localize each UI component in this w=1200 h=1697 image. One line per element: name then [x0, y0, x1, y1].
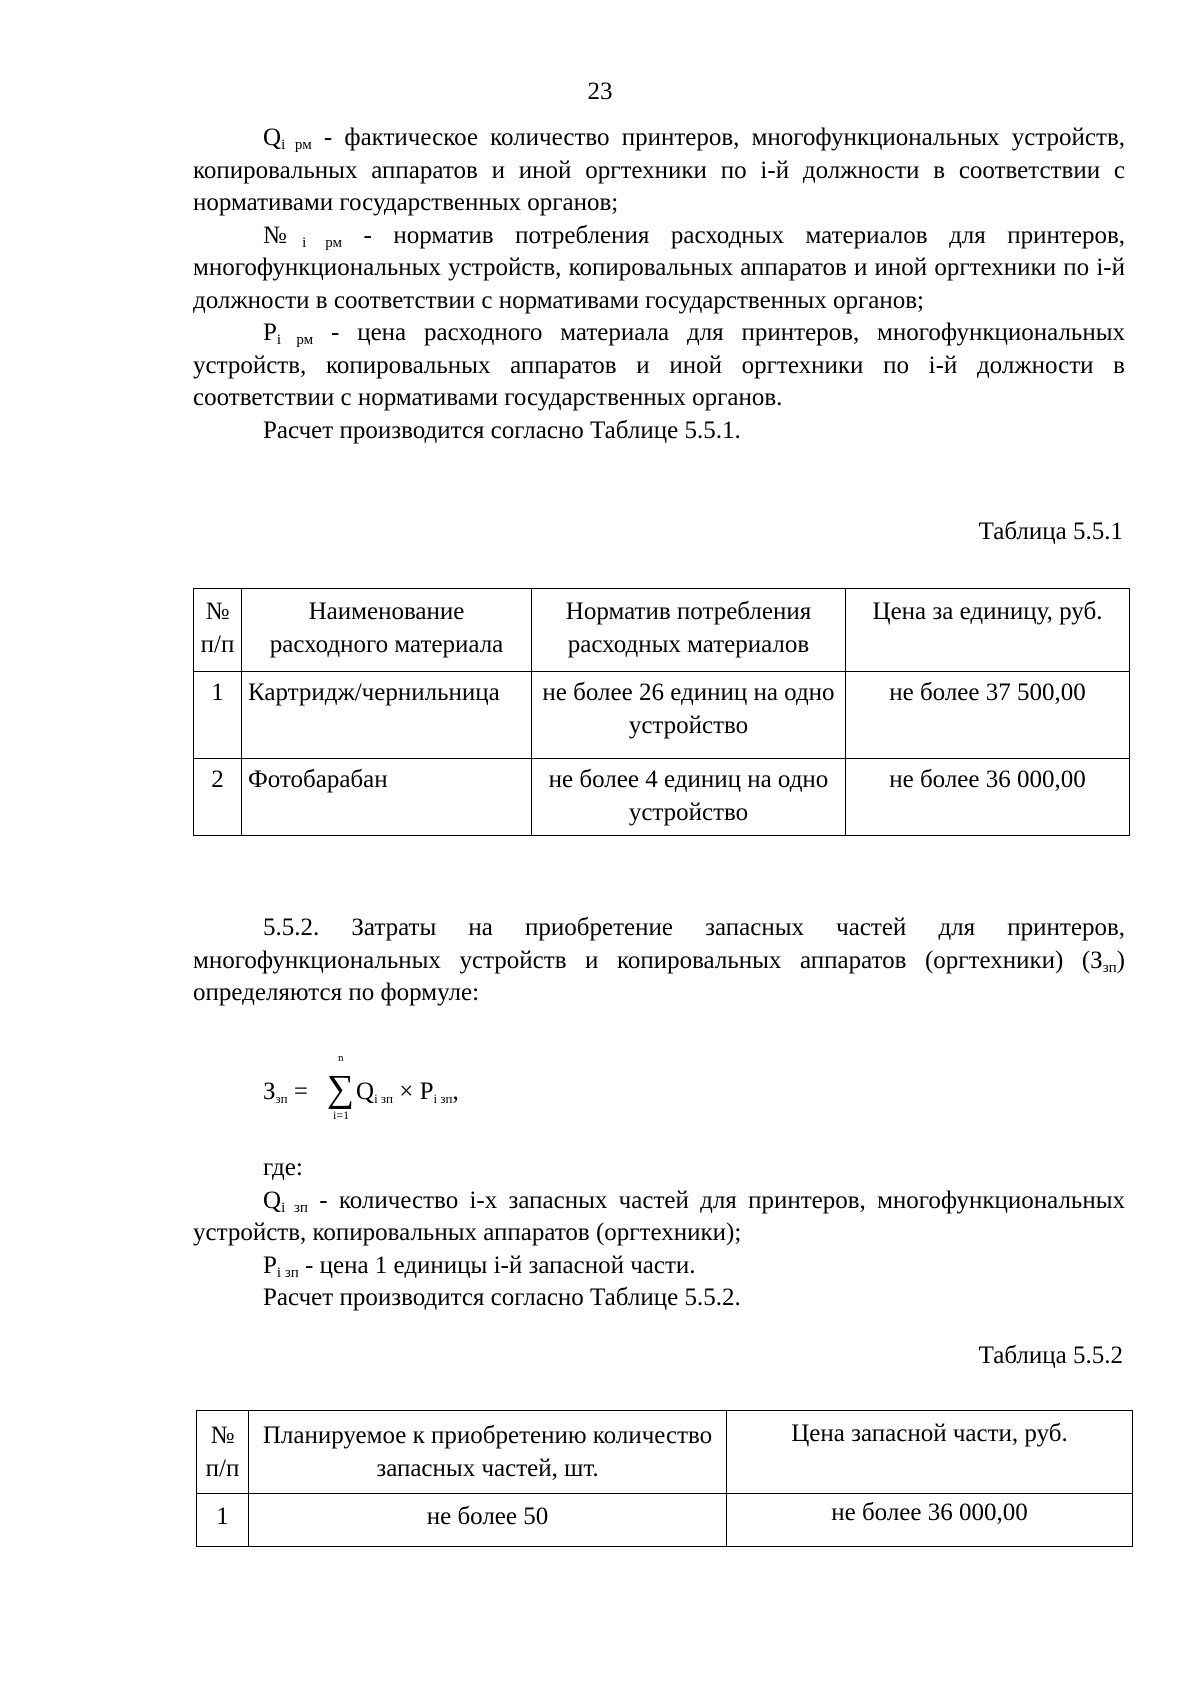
table-cell: не более 36 000,00	[846, 759, 1130, 836]
header-cell: Цена за единицу, руб.	[846, 589, 1130, 672]
section-5-5-2-paragraph: 5.5.2. Затраты на приобретение запасных частей для принтеров, многофункциональных устройств и копировальных аппаратов (оргтехники) $(З_{зп})$ определяются по формуле:	[193, 914, 1125, 1006]
table-cell: Картридж/чернильница	[242, 672, 532, 759]
where-label: где:	[263, 1154, 303, 1181]
table-cell: 2	[194, 759, 242, 836]
definition-q-zp: $Q_{i зп}$ - количество i-х запасных частей для принтеров, многофункциональных устройств, копировальных аппаратов (оргтехники);	[193, 1186, 1126, 1246]
header-cell: Цена запасной части, руб.	[727, 1411, 1133, 1494]
table-cell: не более 50	[249, 1494, 727, 1547]
sum-lower-limit: i=1	[333, 1108, 350, 1122]
header-cell: Норматив потребления расходных материалов	[532, 589, 846, 672]
definition-n-rm: $№_{i рм}$ - норматив потребления расходных материалов для принтеров, многофункциональных устройств, копировальных аппаратов и иной оргтехники по i-й должности в соответствии с нормативами государственных органов;	[193, 221, 1125, 314]
table-cell: не более 4 единиц на одно устройство	[532, 759, 846, 836]
section-5-5-2-intro	[193, 912, 1125, 1010]
calculation-note-1: Расчет производится согласно Таблице 5.5.1.	[263, 416, 741, 444]
header-cell: № п/п	[194, 589, 242, 672]
header-cell: № п/п	[197, 1411, 249, 1494]
table-5-5-2	[196, 1410, 1133, 1547]
table-cell: не более 37 500,00	[846, 672, 1130, 759]
table-5-5-1	[193, 588, 1130, 836]
header-cell: Наименование расходного материала	[242, 589, 532, 672]
table-cell: Фотобарабан	[242, 759, 532, 836]
table-header-row	[194, 589, 1130, 672]
sum-sign: ∑	[327, 1068, 355, 1110]
definition-p-zp: $P_{i зп}$ - цена 1 единицы i-й запасной части.	[263, 1251, 696, 1281]
table-caption-5-5-1: Таблица 5.5.1	[978, 518, 1123, 545]
sum-upper-limit: n	[338, 1052, 344, 1064]
table-cell: не более 36 000,00	[727, 1494, 1133, 1547]
table-cell: 1	[197, 1494, 249, 1547]
table-header-row	[197, 1411, 1133, 1494]
document-page: 23 $Q_{i рм}$ - фактическое количество принтеров, многофункциональных устройств, копировальных аппаратов и иной оргтехники по i-й должности в соответствии с нормативами государственных органов; $№_{i рм}$ - норматив потребления расходных материалов для принтеров, многофункциональных устройств, копировальных аппаратов и иной оргтехники по i-й должности в соответствии с нормативами государственных органов; $P_{i рм}$ - цена расходного материала для принтеров, многофункциональных устройств, копировальных аппаратов и иной оргтехники по i-й должности в соответствии с нормативами государственных органов. Расчет производится согласно Таблице 5.5.1. Таблица 5.5.1 № п/п Наименование расходного материала Норматив потребления расходных материалов Цена за единицу, руб. 1 Картридж/чернильница не более 26 единиц на одно устройство не более 37 500,00 2 Фотобарабан не более 4 единиц на одно устройство не более 36 000,00 5.5.2. Затраты на приобретение запасных частей для принтеров, многофункциональных устройств и копировальных аппаратов (оргтехники) $(З_{зп})$ определяются по формуле: $З_{зп}$ = n ∑ i=1 $Q_{i зп} \times P_{i зп}$, где: $Q_{i зп}$ - количество i-х запасных частей для принтеров, многофункциональных устройств, копировальных аппаратов (оргтехники); $P_{i зп}$ - цена 1 единицы i-й запасной части. Расчет производится согласно Таблице 5.5.2. Таблица 5.5.2 № п/п Планируемое к приобретению количество запасных частей, шт. Цена запасной части, руб. 1 не более 50 не более 36 000,00	[0, 0, 1200, 1697]
definition-q-rm: $Q_{i рм}$ - фактическое количество принтеров, многофункциональных устройств, копировальных аппаратов и иной оргтехники по i-й должности в соответствии с нормативами государственных органов;	[193, 124, 1125, 216]
header-cell: Планируемое к приобретению количество запасных частей, шт.	[249, 1411, 727, 1494]
definitions-block-1	[193, 122, 1125, 447]
page-number: 23	[587, 78, 613, 105]
table-cell: 1	[194, 672, 242, 759]
definitions-block-2	[193, 1152, 1125, 1315]
table-row	[194, 672, 1130, 759]
calculation-note-2: Расчет производится согласно Таблице 5.5.2.	[263, 1284, 741, 1311]
table-row	[194, 759, 1130, 836]
table-cell: не более 26 единиц на одно устройство	[532, 672, 846, 759]
table-row	[197, 1494, 1133, 1547]
definition-p-rm: $P_{i рм}$ - цена расходного материала для принтеров, многофункциональных устройств, копировальных аппаратов и иной оргтехники по i-й должности в соответствии с нормативами государственных органов.	[193, 319, 1125, 411]
table-caption-5-5-2: Таблица 5.5.2	[978, 1342, 1123, 1369]
